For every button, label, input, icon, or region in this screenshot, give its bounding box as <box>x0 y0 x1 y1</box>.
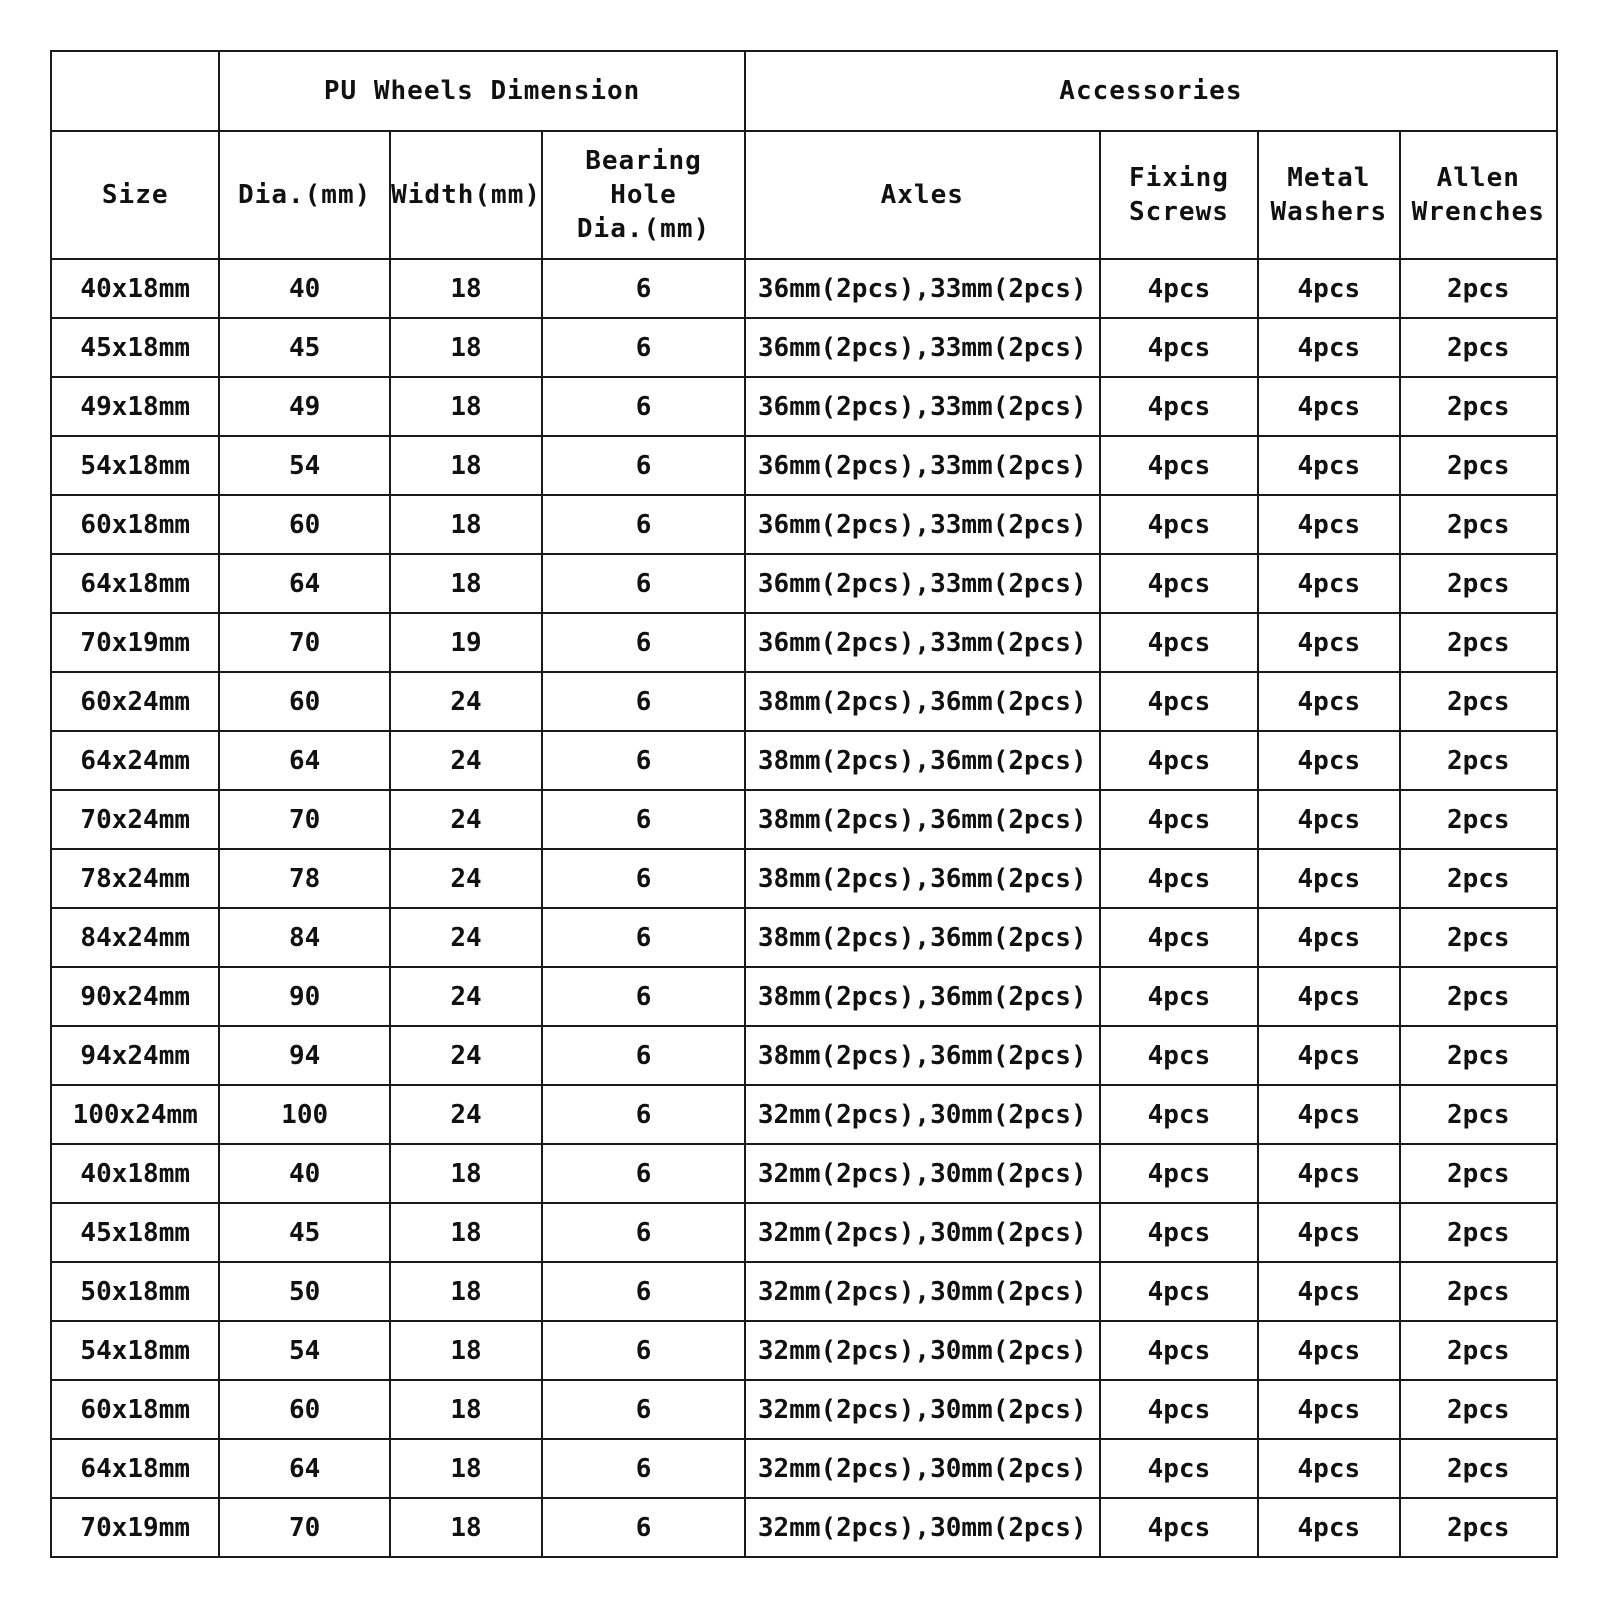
axles-cell: 38mm(2pcs),36mm(2pcs) <box>745 908 1100 967</box>
dia-cell: 70 <box>219 613 389 672</box>
bearing-hole-cell: 6 <box>542 1321 745 1380</box>
fixing-screws-cell: 4pcs <box>1100 672 1258 731</box>
width-cell: 18 <box>390 495 542 554</box>
metal-washers-cell: 4pcs <box>1258 1203 1399 1262</box>
fixing-screws-cell: 4pcs <box>1100 554 1258 613</box>
fixing-screws-cell: 4pcs <box>1100 613 1258 672</box>
group-header-row <box>51 51 1557 131</box>
axles-cell: 36mm(2pcs),33mm(2pcs) <box>745 495 1100 554</box>
size-cell: 64x24mm <box>51 731 219 790</box>
axles-cell: 36mm(2pcs),33mm(2pcs) <box>745 318 1100 377</box>
metal-washers-cell: 4pcs <box>1258 1262 1399 1321</box>
width-cell: 18 <box>390 318 542 377</box>
axles-cell: 32mm(2pcs),30mm(2pcs) <box>745 1439 1100 1498</box>
table-row <box>51 1380 1557 1439</box>
fixing-screws-cell: 4pcs <box>1100 436 1258 495</box>
table-row <box>51 377 1557 436</box>
wheels-dimension-header: PU Wheels Dimension <box>219 51 744 131</box>
metal-washers-cell: 4pcs <box>1258 1321 1399 1380</box>
axles-cell: 32mm(2pcs),30mm(2pcs) <box>745 1321 1100 1380</box>
size-cell: 78x24mm <box>51 849 219 908</box>
fixing-screws-cell: 4pcs <box>1100 967 1258 1026</box>
metal-washers-cell: 4pcs <box>1258 967 1399 1026</box>
size-cell: 64x18mm <box>51 554 219 613</box>
width-cell: 18 <box>390 554 542 613</box>
fixing-screws-cell: 4pcs <box>1100 259 1258 318</box>
dia-cell: 64 <box>219 554 389 613</box>
width-cell: 24 <box>390 1026 542 1085</box>
bearing-header-line-3: Dia.(mm) <box>576 214 711 244</box>
width-cell: 24 <box>390 1085 542 1144</box>
size-cell: 60x18mm <box>51 1380 219 1439</box>
dia-cell: 45 <box>219 1203 389 1262</box>
corner-cell <box>51 51 219 131</box>
table-row <box>51 613 1557 672</box>
bearing-header-line-2: Hole <box>610 180 677 210</box>
axles-cell: 38mm(2pcs),36mm(2pcs) <box>745 1026 1100 1085</box>
fixing-screws-cell: 4pcs <box>1100 790 1258 849</box>
table-row <box>51 1439 1557 1498</box>
table-row <box>51 1321 1557 1380</box>
fixing-screws-cell: 4pcs <box>1100 1203 1258 1262</box>
size-cell: 54x18mm <box>51 1321 219 1380</box>
table-row <box>51 1085 1557 1144</box>
washers-header-line-1: Metal <box>1287 163 1371 193</box>
axles-cell: 36mm(2pcs),33mm(2pcs) <box>745 613 1100 672</box>
metal-washers-cell: 4pcs <box>1258 731 1399 790</box>
fixing-screws-cell: 4pcs <box>1100 908 1258 967</box>
bearing-hole-cell: 6 <box>542 318 745 377</box>
dia-cell: 45 <box>219 318 389 377</box>
table-row <box>51 1026 1557 1085</box>
size-cell: 40x18mm <box>51 1144 219 1203</box>
metal-washers-cell: 4pcs <box>1258 1498 1399 1557</box>
size-cell: 54x18mm <box>51 436 219 495</box>
size-cell: 70x19mm <box>51 1498 219 1557</box>
dia-cell: 54 <box>219 1321 389 1380</box>
width-header: Width(mm) <box>390 131 542 259</box>
column-header-row <box>51 131 1557 259</box>
fixing-screws-cell: 4pcs <box>1100 1085 1258 1144</box>
fixing-header-line-2: Screws <box>1128 197 1229 227</box>
allen-wrenches-cell: 2pcs <box>1400 436 1557 495</box>
metal-washers-cell: 4pcs <box>1258 554 1399 613</box>
bearing-hole-cell: 6 <box>542 1498 745 1557</box>
fixing-screws-header <box>1100 131 1258 259</box>
width-cell: 24 <box>390 967 542 1026</box>
allen-wrenches-cell: 2pcs <box>1400 377 1557 436</box>
width-cell: 19 <box>390 613 542 672</box>
width-cell: 24 <box>390 672 542 731</box>
metal-washers-header <box>1258 131 1399 259</box>
bearing-hole-cell: 6 <box>542 1203 745 1262</box>
allen-wrenches-cell: 2pcs <box>1400 318 1557 377</box>
size-cell: 45x18mm <box>51 318 219 377</box>
metal-washers-cell: 4pcs <box>1258 613 1399 672</box>
dia-header: Dia.(mm) <box>219 131 389 259</box>
fixing-screws-cell: 4pcs <box>1100 318 1258 377</box>
axles-cell: 38mm(2pcs),36mm(2pcs) <box>745 967 1100 1026</box>
size-cell: 90x24mm <box>51 967 219 1026</box>
metal-washers-cell: 4pcs <box>1258 790 1399 849</box>
dia-cell: 40 <box>219 1144 389 1203</box>
dia-cell: 49 <box>219 377 389 436</box>
size-cell: 64x18mm <box>51 1439 219 1498</box>
axles-cell: 38mm(2pcs),36mm(2pcs) <box>745 731 1100 790</box>
allen-wrenches-cell: 2pcs <box>1400 1026 1557 1085</box>
bearing-hole-cell: 6 <box>542 967 745 1026</box>
size-cell: 60x18mm <box>51 495 219 554</box>
table-row <box>51 495 1557 554</box>
bearing-hole-cell: 6 <box>542 790 745 849</box>
table-row <box>51 967 1557 1026</box>
table-row <box>51 1203 1557 1262</box>
bearing-hole-cell: 6 <box>542 1085 745 1144</box>
allen-wrenches-cell: 2pcs <box>1400 1498 1557 1557</box>
metal-washers-cell: 4pcs <box>1258 436 1399 495</box>
size-cell: 84x24mm <box>51 908 219 967</box>
size-cell: 70x24mm <box>51 790 219 849</box>
bearing-hole-cell: 6 <box>542 731 745 790</box>
allen-wrenches-cell: 2pcs <box>1400 554 1557 613</box>
fixing-header-line-1: Fixing <box>1128 163 1229 193</box>
wrenches-header-line-1: Allen <box>1436 163 1520 193</box>
size-cell: 49x18mm <box>51 377 219 436</box>
fixing-screws-cell: 4pcs <box>1100 1498 1258 1557</box>
width-cell: 24 <box>390 849 542 908</box>
size-cell: 50x18mm <box>51 1262 219 1321</box>
width-cell: 18 <box>390 436 542 495</box>
bearing-hole-header <box>542 131 745 259</box>
dia-cell: 64 <box>219 731 389 790</box>
dia-cell: 50 <box>219 1262 389 1321</box>
axles-cell: 32mm(2pcs),30mm(2pcs) <box>745 1085 1100 1144</box>
size-header: Size <box>51 131 219 259</box>
dia-cell: 90 <box>219 967 389 1026</box>
axles-cell: 38mm(2pcs),36mm(2pcs) <box>745 849 1100 908</box>
axles-cell: 36mm(2pcs),33mm(2pcs) <box>745 436 1100 495</box>
bearing-hole-cell: 6 <box>542 908 745 967</box>
bearing-hole-cell: 6 <box>542 436 745 495</box>
width-cell: 18 <box>390 377 542 436</box>
metal-washers-cell: 4pcs <box>1258 908 1399 967</box>
dia-cell: 84 <box>219 908 389 967</box>
accessories-header: Accessories <box>745 51 1557 131</box>
allen-wrenches-cell: 2pcs <box>1400 1321 1557 1380</box>
width-cell: 24 <box>390 908 542 967</box>
metal-washers-cell: 4pcs <box>1258 1026 1399 1085</box>
metal-washers-cell: 4pcs <box>1258 377 1399 436</box>
table-row <box>51 318 1557 377</box>
bearing-hole-cell: 6 <box>542 1144 745 1203</box>
fixing-screws-cell: 4pcs <box>1100 495 1258 554</box>
fixing-screws-cell: 4pcs <box>1100 1026 1258 1085</box>
fixing-screws-cell: 4pcs <box>1100 849 1258 908</box>
bearing-hole-cell: 6 <box>542 1380 745 1439</box>
allen-wrenches-cell: 2pcs <box>1400 259 1557 318</box>
fixing-screws-cell: 4pcs <box>1100 1380 1258 1439</box>
allen-wrenches-cell: 2pcs <box>1400 790 1557 849</box>
table-row <box>51 849 1557 908</box>
fixing-screws-cell: 4pcs <box>1100 1144 1258 1203</box>
axles-cell: 36mm(2pcs),33mm(2pcs) <box>745 377 1100 436</box>
bearing-header-line-1: Bearing <box>585 146 702 176</box>
dia-cell: 60 <box>219 672 389 731</box>
dia-cell: 78 <box>219 849 389 908</box>
wrenches-header-line-2: Wrenches <box>1411 197 1545 227</box>
bearing-hole-cell: 6 <box>542 259 745 318</box>
allen-wrenches-cell: 2pcs <box>1400 1203 1557 1262</box>
fixing-screws-cell: 4pcs <box>1100 1321 1258 1380</box>
allen-wrenches-cell: 2pcs <box>1400 1144 1557 1203</box>
metal-washers-cell: 4pcs <box>1258 1380 1399 1439</box>
axles-cell: 36mm(2pcs),33mm(2pcs) <box>745 554 1100 613</box>
metal-washers-cell: 4pcs <box>1258 672 1399 731</box>
fixing-screws-cell: 4pcs <box>1100 377 1258 436</box>
metal-washers-cell: 4pcs <box>1258 495 1399 554</box>
metal-washers-cell: 4pcs <box>1258 259 1399 318</box>
allen-wrenches-cell: 2pcs <box>1400 672 1557 731</box>
table-row <box>51 436 1557 495</box>
width-cell: 18 <box>390 1439 542 1498</box>
allen-wrenches-cell: 2pcs <box>1400 1380 1557 1439</box>
width-cell: 18 <box>390 1203 542 1262</box>
width-cell: 18 <box>390 259 542 318</box>
dia-cell: 40 <box>219 259 389 318</box>
size-cell: 45x18mm <box>51 1203 219 1262</box>
width-cell: 18 <box>390 1144 542 1203</box>
spec-table <box>50 50 1558 1558</box>
dia-cell: 94 <box>219 1026 389 1085</box>
bearing-hole-cell: 6 <box>542 1262 745 1321</box>
dia-cell: 60 <box>219 1380 389 1439</box>
metal-washers-cell: 4pcs <box>1258 1144 1399 1203</box>
dia-cell: 60 <box>219 495 389 554</box>
dia-cell: 70 <box>219 1498 389 1557</box>
size-cell: 40x18mm <box>51 259 219 318</box>
table-row <box>51 1144 1557 1203</box>
dia-cell: 70 <box>219 790 389 849</box>
allen-wrenches-cell: 2pcs <box>1400 908 1557 967</box>
allen-wrenches-cell: 2pcs <box>1400 967 1557 1026</box>
axles-cell: 32mm(2pcs),30mm(2pcs) <box>745 1498 1100 1557</box>
axles-cell: 36mm(2pcs),33mm(2pcs) <box>745 259 1100 318</box>
dia-cell: 100 <box>219 1085 389 1144</box>
table-row <box>51 1498 1557 1557</box>
axles-cell: 38mm(2pcs),36mm(2pcs) <box>745 790 1100 849</box>
table-row <box>51 731 1557 790</box>
metal-washers-cell: 4pcs <box>1258 318 1399 377</box>
width-cell: 18 <box>390 1380 542 1439</box>
table-row <box>51 554 1557 613</box>
metal-washers-cell: 4pcs <box>1258 849 1399 908</box>
width-cell: 18 <box>390 1321 542 1380</box>
width-cell: 18 <box>390 1262 542 1321</box>
axles-cell: 38mm(2pcs),36mm(2pcs) <box>745 672 1100 731</box>
size-cell: 100x24mm <box>51 1085 219 1144</box>
axles-cell: 32mm(2pcs),30mm(2pcs) <box>745 1203 1100 1262</box>
width-cell: 24 <box>390 731 542 790</box>
dia-cell: 54 <box>219 436 389 495</box>
fixing-screws-cell: 4pcs <box>1100 731 1258 790</box>
dia-cell: 64 <box>219 1439 389 1498</box>
size-cell: 94x24mm <box>51 1026 219 1085</box>
allen-wrenches-cell: 2pcs <box>1400 495 1557 554</box>
table-row <box>51 672 1557 731</box>
fixing-screws-cell: 4pcs <box>1100 1262 1258 1321</box>
table-row <box>51 908 1557 967</box>
axles-header: Axles <box>745 131 1100 259</box>
bearing-hole-cell: 6 <box>542 1439 745 1498</box>
washers-header-line-2: Washers <box>1270 197 1388 227</box>
table-row <box>51 1262 1557 1321</box>
allen-wrenches-header <box>1400 131 1557 259</box>
bearing-hole-cell: 6 <box>542 377 745 436</box>
allen-wrenches-cell: 2pcs <box>1400 849 1557 908</box>
metal-washers-cell: 4pcs <box>1258 1085 1399 1144</box>
table-row <box>51 259 1557 318</box>
width-cell: 24 <box>390 790 542 849</box>
allen-wrenches-cell: 2pcs <box>1400 1085 1557 1144</box>
bearing-hole-cell: 6 <box>542 495 745 554</box>
bearing-hole-cell: 6 <box>542 554 745 613</box>
allen-wrenches-cell: 2pcs <box>1400 731 1557 790</box>
allen-wrenches-cell: 2pcs <box>1400 1439 1557 1498</box>
width-cell: 18 <box>390 1498 542 1557</box>
table-row <box>51 790 1557 849</box>
size-cell: 60x24mm <box>51 672 219 731</box>
bearing-hole-cell: 6 <box>542 672 745 731</box>
metal-washers-cell: 4pcs <box>1258 1439 1399 1498</box>
axles-cell: 32mm(2pcs),30mm(2pcs) <box>745 1380 1100 1439</box>
allen-wrenches-cell: 2pcs <box>1400 1262 1557 1321</box>
bearing-hole-cell: 6 <box>542 1026 745 1085</box>
axles-cell: 32mm(2pcs),30mm(2pcs) <box>745 1144 1100 1203</box>
bearing-hole-cell: 6 <box>542 849 745 908</box>
size-cell: 70x19mm <box>51 613 219 672</box>
axles-cell: 32mm(2pcs),30mm(2pcs) <box>745 1262 1100 1321</box>
bearing-hole-cell: 6 <box>542 613 745 672</box>
table-body <box>51 259 1557 1557</box>
allen-wrenches-cell: 2pcs <box>1400 613 1557 672</box>
fixing-screws-cell: 4pcs <box>1100 1439 1258 1498</box>
